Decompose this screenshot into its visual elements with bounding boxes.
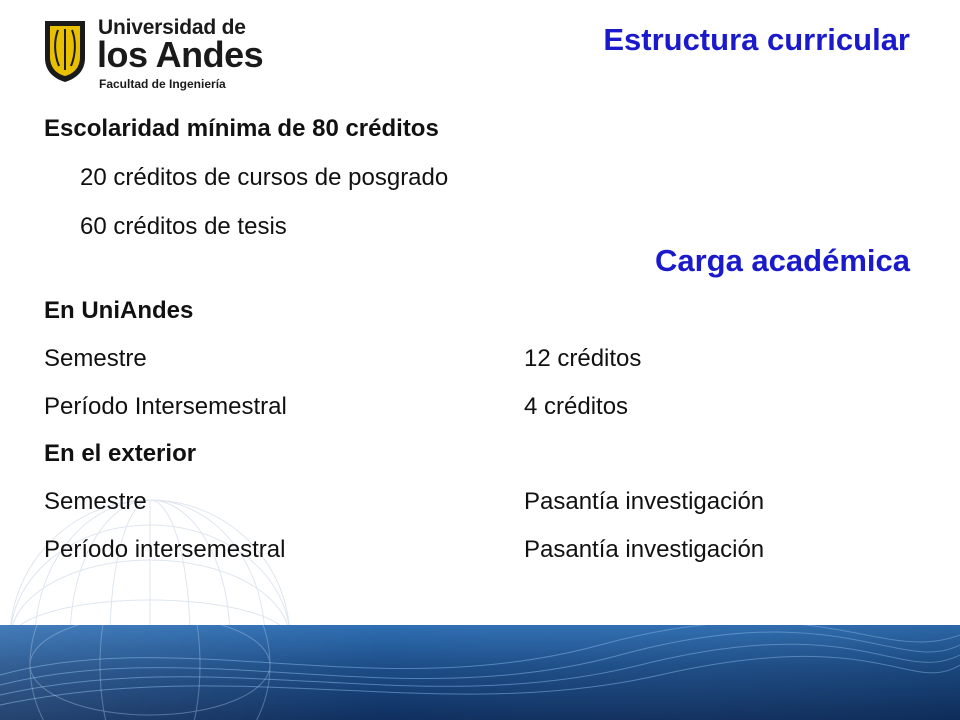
footer-wave-decoration — [0, 625, 960, 720]
uniandes-row-value: 4 créditos — [524, 393, 629, 420]
exterior-row-label: Período intersemestral — [44, 536, 286, 563]
exterior-heading: En el exterior — [44, 440, 197, 467]
logo-university-text: Universidad de — [98, 16, 246, 39]
exterior-row-value: Pasantía investigación — [524, 488, 765, 515]
footer-band — [0, 625, 960, 720]
shield-icon — [42, 18, 88, 84]
escolaridad-item-posgrado: 20 créditos de cursos de posgrado — [80, 164, 449, 191]
logo-faculty-text: Facultad de Ingeniería — [99, 77, 226, 91]
logo-andes-text: los Andes — [97, 34, 264, 75]
slide-title: Estructura curricular — [603, 22, 910, 57]
exterior-row-label: Semestre — [44, 488, 147, 515]
uniandes-row-label: Semestre — [44, 345, 147, 372]
exterior-row-value: Pasantía investigación — [524, 536, 765, 563]
escolaridad-item-tesis: 60 créditos de tesis — [80, 213, 287, 240]
uniandes-row-label: Período Intersemestral — [44, 393, 287, 420]
uniandes-row-value: 12 créditos — [524, 345, 642, 372]
escolaridad-heading: Escolaridad mínima de 80 créditos — [44, 115, 439, 142]
carga-title: Carga académica — [654, 243, 910, 278]
university-logo — [42, 16, 264, 96]
uniandes-heading: En UniAndes — [44, 297, 194, 324]
